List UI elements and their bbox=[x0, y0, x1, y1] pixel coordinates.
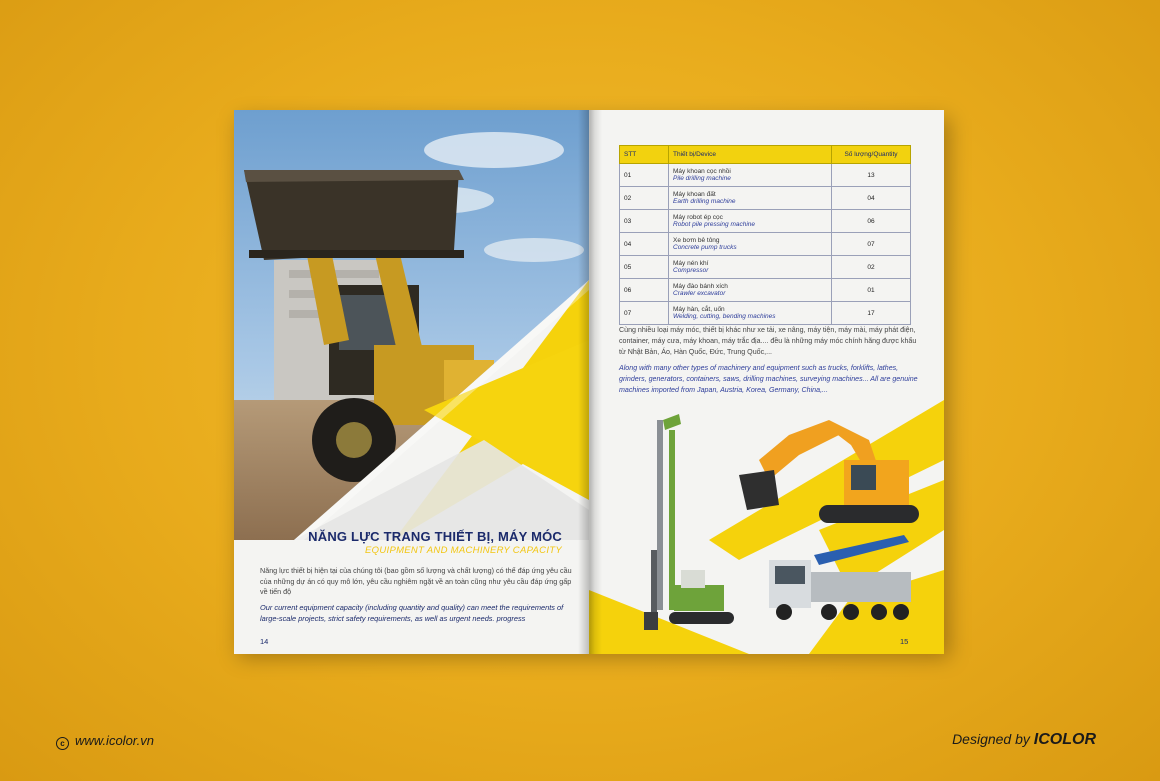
column-header-quantity: Số lượng/Quantity bbox=[832, 146, 911, 164]
row-quantity: 17 bbox=[832, 302, 911, 325]
page-number: 15 bbox=[900, 637, 909, 646]
page-number: 14 bbox=[260, 637, 269, 646]
row-quantity: 01 bbox=[832, 279, 911, 302]
row-device bbox=[669, 302, 832, 325]
row-stt: 05 bbox=[620, 256, 669, 279]
device-name-en: Welding, cutting, bending machines bbox=[673, 313, 776, 320]
row-quantity: 13 bbox=[832, 164, 911, 187]
device-name-vi: Máy robot ép cọc bbox=[673, 214, 723, 221]
copyright-icon: c bbox=[56, 737, 69, 750]
row-quantity: 06 bbox=[832, 210, 911, 233]
row-device bbox=[669, 210, 832, 233]
table-row bbox=[620, 233, 911, 256]
table-header-row bbox=[620, 146, 911, 164]
website-credit[interactable] bbox=[56, 733, 154, 750]
row-device bbox=[669, 279, 832, 302]
row-stt: 03 bbox=[620, 210, 669, 233]
machinery-illustration bbox=[589, 400, 944, 654]
row-stt: 01 bbox=[620, 164, 669, 187]
drilling-rig bbox=[644, 414, 734, 630]
left-page bbox=[234, 110, 589, 654]
table-row bbox=[620, 164, 911, 187]
device-name-en: Robot pile pressing machine bbox=[673, 221, 756, 228]
machinery-paragraph-en: Along with many other types of machinery and equipment such as trucks, forklifts, lathes, grinders, generators, containers, saws, drilling machines, surveying machines... All are genuine machines imported from Japan, Austria, Korea, Germany, China,... bbox=[619, 364, 918, 394]
designed-by-label: Designed by bbox=[952, 731, 1030, 747]
intro-paragraph-en: Our current equipment capacity (including quantity and quality) can meet the requirements of large-scale projects, strict safety requirements, as well as urgent needs. progress bbox=[260, 603, 564, 623]
machinery-paragraph-vi: Cùng nhiều loại máy móc, thiết bị khác như xe tải, xe nâng, máy tiện, máy mài, máy phát điện, container, máy cưa, máy khoan, máy trắc địa.... đều là những máy móc chính hãng được khẩu từ Nhật Bản, Áo, Hàn Quốc, Đức, Trung Quốc,... bbox=[619, 326, 917, 356]
row-device bbox=[669, 164, 832, 187]
row-stt: 07 bbox=[620, 302, 669, 325]
device-name-vi: Máy đào bánh xích bbox=[673, 283, 728, 290]
device-name-vi: Máy hàn, cắt, uốn bbox=[673, 306, 725, 313]
row-stt: 04 bbox=[620, 233, 669, 256]
device-name-vi: Máy khoan đất bbox=[673, 191, 716, 198]
device-name-en: Compressor bbox=[673, 267, 709, 274]
device-name-vi: Xe bơm bê tông bbox=[673, 237, 720, 244]
device-name-vi: Máy nén khí bbox=[673, 260, 709, 267]
device-name-en: Crawler excavator bbox=[673, 290, 726, 297]
device-name-vi: Máy khoan cọc nhồi bbox=[673, 168, 731, 175]
column-header-device: Thiết bị/Device bbox=[669, 146, 832, 164]
section-heading-en: EQUIPMENT AND MACHINERY CAPACITY bbox=[365, 545, 562, 556]
row-device bbox=[669, 187, 832, 210]
device-name-en: Earth drilling machine bbox=[673, 198, 736, 205]
website-link[interactable]: www.icolor.vn bbox=[75, 733, 154, 748]
row-quantity: 07 bbox=[832, 233, 911, 256]
section-heading-vi: NĂNG LỰC TRANG THIẾT BỊ, MÁY MÓC bbox=[308, 529, 562, 544]
table-row bbox=[620, 187, 911, 210]
device-name-en: Concrete pump trucks bbox=[673, 244, 737, 251]
device-name-en: Pile drilling machine bbox=[673, 175, 731, 182]
table-body bbox=[620, 164, 911, 325]
table-row bbox=[620, 256, 911, 279]
column-header-stt: STT bbox=[620, 146, 669, 164]
row-quantity: 02 bbox=[832, 256, 911, 279]
designer-credit bbox=[952, 731, 1096, 749]
row-stt: 06 bbox=[620, 279, 669, 302]
row-quantity: 04 bbox=[832, 187, 911, 210]
intro-paragraph-vi: Năng lực thiết bị hiện tại của chúng tôi (bao gồm số lượng và chất lượng) có thể đáp ứng yêu cầu của những dự án có quy mô lớn, yêu cầu nghiêm ngặt về an toàn cũng như yêu cầu đáp ứng gấp về tiến độ bbox=[260, 566, 572, 597]
table-row bbox=[620, 302, 911, 325]
table-row bbox=[620, 279, 911, 302]
table-row bbox=[620, 210, 911, 233]
row-stt: 02 bbox=[620, 187, 669, 210]
row-device bbox=[669, 233, 832, 256]
equipment-table bbox=[619, 145, 911, 325]
right-page bbox=[589, 110, 944, 654]
row-device bbox=[669, 256, 832, 279]
brand-name: ICOLOR bbox=[1033, 731, 1096, 748]
